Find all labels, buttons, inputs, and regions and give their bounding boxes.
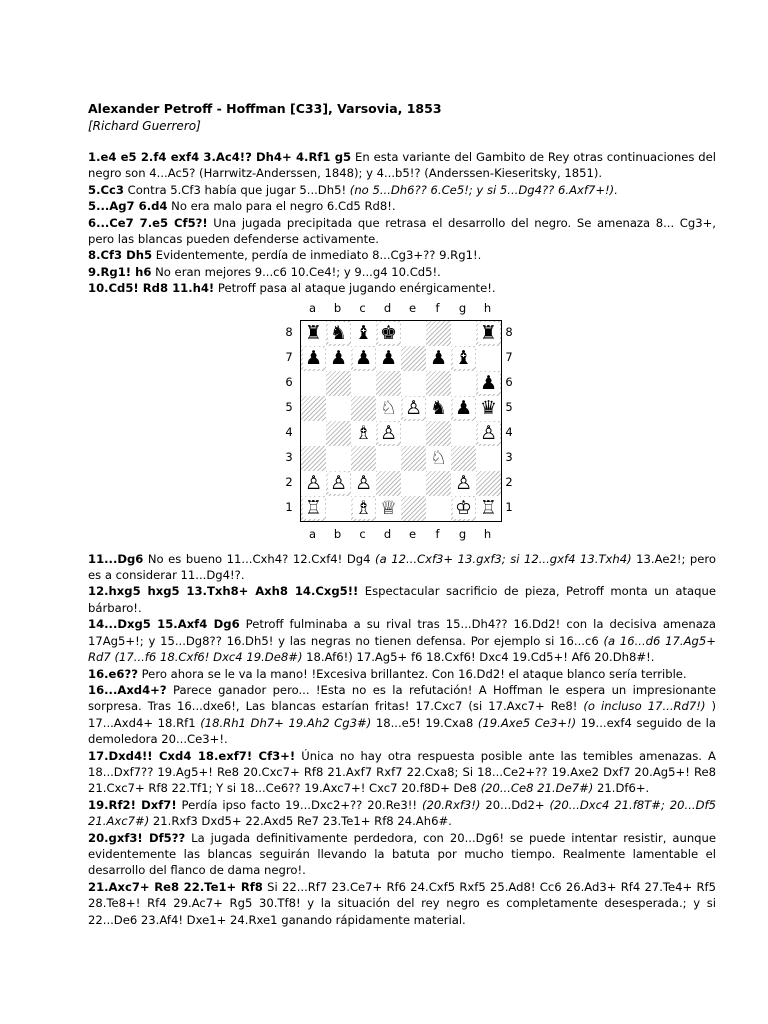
comment-text: Parece ganador pero... !Esta no es la refutación! A Hoffman le espera un impresionante sorpresa. Tras 16...dxe6!, Las blancas estarían fritas! 17.Cxc7 (si 17.Axc7+ Re8!: [88, 682, 716, 714]
rank-label: 8: [285, 324, 293, 339]
variation-text: (a 16...d6 17.Ag5+ Rd7 (17...f6 18.Cxf6! Dxc4 19.De8#): [88, 633, 716, 665]
square-f6: [426, 371, 451, 396]
annotation-paragraph: [88, 797, 716, 830]
comment-text: 18...e5! 19.Cxa8: [371, 715, 478, 730]
square-g5: [451, 396, 476, 421]
chess-piece-icon: ♝: [354, 322, 373, 345]
annotation-paragraph: [88, 247, 716, 263]
rank-label: 4: [505, 424, 513, 439]
chess-board: [300, 320, 502, 522]
square-c3: [351, 446, 376, 471]
square-d5: [376, 396, 401, 421]
square-b5: [326, 396, 351, 421]
square-h5: [476, 396, 501, 421]
variation-text: (20.Rxf3!): [421, 797, 481, 812]
square-c6: [351, 371, 376, 396]
square-b3: [326, 446, 351, 471]
chess-piece-icon: ♘: [429, 447, 448, 470]
variation-text: (no 5...Dh6?? 6.Ce5!; y si 5...Dg4?? 6.Axf7+!).: [349, 182, 618, 197]
move-text: 21.Axc7+ Re8 22.Te1+ Rf8: [88, 879, 263, 894]
comment-text: Perdía ipso facto 19...Dxc2+?? 20.Re3!!: [176, 797, 422, 812]
move-text: 8.Cf3 Dh5: [88, 248, 153, 263]
file-label: b: [333, 526, 342, 541]
chess-piece-icon: ♟: [379, 347, 398, 370]
square-d3: [376, 446, 401, 471]
square-e3: [401, 446, 426, 471]
rank-label: 7: [505, 349, 513, 364]
move-text: 19.Rf2! Dxf7!: [88, 797, 177, 812]
square-e1: [401, 496, 426, 521]
file-label: g: [458, 526, 467, 541]
file-label: f: [435, 300, 440, 315]
square-e6: [401, 371, 426, 396]
square-a3: [301, 446, 326, 471]
square-d6: [376, 371, 401, 396]
square-a5: [301, 396, 326, 421]
chess-piece-icon: ♖: [479, 497, 498, 520]
square-e7: [401, 346, 426, 371]
file-label: a: [308, 526, 317, 541]
file-label: c: [359, 300, 366, 315]
comment-text: 13.Ae2!; pero es a considerar 11...Dg4!?.: [88, 551, 717, 583]
chess-piece-icon: ♘: [379, 397, 398, 420]
square-d7: [376, 346, 401, 371]
comment-text: Petroff fulminaba a su rival tras 15...Dh4?? 16.Dd2! con la decisiva amenaza 17Ag5+!; y 15...Dg8?? 16.Dh5! y las negras no tienen defensa. Por ejemplo si 16...c6: [88, 617, 716, 648]
rank-label: 1: [505, 499, 513, 514]
square-g8: [451, 321, 476, 346]
annotation-paragraph: [88, 748, 716, 797]
annotation-paragraph: [88, 182, 716, 198]
comment-text: No es bueno 11...Cxh4? 12.Cxf4! Dg4: [143, 551, 376, 566]
annotation-paragraph: [88, 830, 716, 879]
square-f5: [426, 396, 451, 421]
chess-piece-icon: ♙: [354, 472, 373, 495]
variation-text: (19.Axe5 Ce3+!): [477, 715, 577, 730]
square-g6: [451, 371, 476, 396]
chess-diagram: [276, 301, 520, 545]
annotation-paragraph: [88, 666, 716, 682]
file-label: a: [308, 300, 317, 315]
square-f2: [426, 471, 451, 496]
square-f3: [426, 446, 451, 471]
move-text: 1.e4 e5 2.f4 exf4 3.Ac4!? Dh4+ 4.Rf1 g5: [88, 150, 352, 164]
chess-piece-icon: ♟: [478, 372, 500, 394]
chess-piece-icon: ♙: [328, 472, 350, 494]
chess-piece-icon: ♗: [354, 422, 373, 445]
square-h1: [476, 496, 501, 521]
file-labels-bottom: [300, 527, 500, 541]
file-labels-top: [300, 301, 500, 315]
square-c7: [351, 346, 376, 371]
square-b1: [326, 496, 351, 521]
chess-piece-icon: ♕: [379, 497, 398, 520]
comment-text: La jugada definitivamente perdedora, con 20...Dg6! se puede intentar resistir, aunque evidentemente las blancas seguirán llevando la batuta por mucho tiempo. Realmente lamentable el desarrollo del flanco de dama negro!.: [88, 830, 717, 878]
file-label: d: [383, 526, 392, 541]
variation-text: (o incluso 17...Rd7!): [583, 699, 706, 714]
rank-label: 3: [285, 449, 293, 464]
square-f8: [426, 321, 451, 346]
square-c1: [351, 496, 376, 521]
square-d4: [376, 421, 401, 446]
chess-piece-icon: ♟: [329, 347, 348, 370]
square-d1: [376, 496, 401, 521]
square-a8: [301, 321, 326, 346]
file-label: e: [408, 526, 417, 541]
square-h2: [476, 471, 501, 496]
comment-text: Una jugada precipitada que retrasa el desarrollo del negro. Se amenaza 8... Cg3+, pero las blancas pueden defenderse activamente.: [88, 215, 716, 247]
file-label: f: [435, 526, 440, 541]
comment-text: Única no hay otra respuesta posible ante las temibles amenazas. A 18...Dxf7?? 19.Ag5+! Re8 20.Cxc7+ Rf8 21.Axf7 Rxf7 22.Cxa8; Si 18...Ce2+?? 19.Axe2 Dxf7 20.Ag5+! Re8 21.Cxc7+ Rf8 22.Tf1; Y si 18...Ce6?? 19.Axc7+! Cxc7 20.f8D+ De8: [88, 748, 716, 796]
square-d8: [376, 321, 401, 346]
square-a2: [301, 471, 326, 496]
square-e5: [401, 396, 426, 421]
file-label: d: [383, 300, 392, 315]
square-e4: [401, 421, 426, 446]
rank-label: 5: [505, 399, 513, 414]
square-g2: [451, 471, 476, 496]
move-text: 5...Ag7 6.d4: [88, 199, 168, 214]
chess-piece-icon: ♟: [303, 347, 325, 369]
move-text: 10.Cd5! Rd8 11.h4!: [88, 281, 215, 296]
annotations-before-diagram: [88, 149, 716, 297]
annotation-paragraph: [88, 198, 716, 214]
rank-label: 3: [505, 449, 513, 464]
comment-text: Contra 5.Cf3 había que jugar 5...Dh5!: [123, 182, 350, 197]
rank-label: 8: [505, 324, 513, 339]
file-label: g: [458, 300, 467, 315]
comment-text: En esta variante del Gambito de Rey otras continuaciones del negro son 4...Ac5? (Harrwitz-Anderssen, 1848); y 4...b5!? (Anderssen-Kieseritsky, 1851).: [88, 150, 716, 181]
rank-label: 1: [285, 499, 293, 514]
file-label: c: [359, 526, 366, 541]
comment-text: ) 17...Axd4+ 18.Rf1: [88, 699, 717, 730]
annotation-paragraph: [88, 583, 716, 616]
square-b4: [326, 421, 351, 446]
document-page: [88, 100, 716, 928]
chess-piece-icon: ♜: [478, 322, 500, 344]
variation-text: (a 12...Cxf3+ 13.gxf3; si 12...gxf4 13.Txh4): [375, 551, 632, 566]
square-d2: [376, 471, 401, 496]
square-a6: [301, 371, 326, 396]
square-a4: [301, 421, 326, 446]
comment-text: No eran mejores 9...c6 10.Ce4!; y 9...g4 10.Cd5!.: [151, 264, 441, 279]
square-f4: [426, 421, 451, 446]
annotation-paragraph: [88, 551, 716, 584]
square-f1: [426, 496, 451, 521]
file-label: h: [483, 300, 492, 315]
chess-piece-icon: ♛: [479, 397, 498, 420]
chess-piece-icon: ♙: [478, 422, 500, 444]
move-text: 20.gxf3! Df5??: [88, 830, 186, 845]
move-text: 6...Ce7 7.e5 Cf5?!: [88, 215, 208, 230]
annotation-paragraph: [88, 149, 716, 182]
square-h6: [476, 371, 501, 396]
square-b8: [326, 321, 351, 346]
comment-text: 21.Rxf3 Dxd5+ 22.Axd5 Re7 23.Te1+ Rf8 24.Ah6#.: [149, 814, 452, 829]
chess-piece-icon: ♟: [353, 347, 375, 369]
variation-text: (20...Ce8 21.De7#): [480, 781, 594, 796]
square-f7: [426, 346, 451, 371]
comment-text: Evidentemente, perdía de inmediato 8...Cg3+?? 9.Rg1!.: [152, 248, 482, 263]
square-c2: [351, 471, 376, 496]
chess-piece-icon: ♙: [378, 422, 400, 444]
annotation-paragraph: [88, 682, 716, 748]
chess-piece-icon: ♙: [304, 472, 323, 495]
square-a1: [301, 496, 326, 521]
square-a7: [301, 346, 326, 371]
square-c4: [351, 421, 376, 446]
comment-text: 20...Dd2+: [480, 797, 550, 812]
rank-label: 7: [285, 349, 293, 364]
comment-text: 21.Df6+.: [593, 781, 650, 796]
annotation-paragraph: [88, 215, 716, 248]
move-text: 11...Dg6: [88, 551, 144, 566]
rank-label: 6: [505, 374, 513, 389]
square-e8: [401, 321, 426, 346]
square-g1: [451, 496, 476, 521]
move-text: 9.Rg1! h6: [88, 264, 152, 279]
comment-text: 19...exf4 seguido de la demoledora 20...Ce3+!.: [88, 715, 716, 747]
annotation-paragraph: [88, 264, 716, 280]
square-b2: [326, 471, 351, 496]
chess-piece-icon: ♜: [304, 322, 323, 345]
comment-text: Si 22...Rf7 23.Ce7+ Rf6 24.Cxf5 Rxf5 25.Ad8! Cc6 26.Ad3+ Rf4 27.Te4+ Rf5 28.Te8+! Rf4 29.Ac7+ Rg5 30.Tf8! y la situación del rey negro es completamente desesperada.; y si 22...De6 23.Af4! Dxe1+ 24.Rxe1 ganando rápidamente material.: [88, 879, 716, 927]
variation-text: (18.Rh1 Dh7+ 19.Ah2 Cg3#): [200, 715, 372, 730]
rank-label: 5: [285, 399, 293, 414]
annotation-paragraph: [88, 879, 716, 928]
annotation-paragraph: [88, 616, 716, 665]
file-label: b: [333, 300, 342, 315]
move-text: 5.Cc3: [88, 182, 124, 197]
chess-piece-icon: ♝: [453, 347, 475, 369]
chess-piece-icon: ♚: [378, 322, 400, 344]
chess-piece-icon: ♗: [353, 497, 375, 519]
move-text: 16...Axd4+?: [88, 682, 167, 697]
file-label: h: [483, 526, 492, 541]
rank-labels-right: [502, 320, 516, 520]
chess-piece-icon: ♙: [403, 397, 425, 419]
chess-piece-icon: ♞: [328, 322, 350, 344]
square-g3: [451, 446, 476, 471]
chess-piece-icon: ♟: [429, 347, 448, 370]
comment-text: Pero ahora se le va la mano! !Excesiva brillantez. Con 16.Dd2! el ataque blanco sería terrible.: [137, 666, 687, 681]
comment-text: Petroff pasa al ataque jugando enérgicamente!.: [214, 281, 496, 296]
rank-label: 2: [285, 474, 293, 489]
square-b6: [326, 371, 351, 396]
rank-labels-left: [282, 320, 296, 520]
move-text: 14...Dxg5 15.Axf4 Dg6: [88, 617, 240, 632]
square-b7: [326, 346, 351, 371]
square-h4: [476, 421, 501, 446]
square-c5: [351, 396, 376, 421]
file-label: e: [408, 300, 417, 315]
rank-label: 6: [285, 374, 293, 389]
chess-piece-icon: ♔: [453, 497, 475, 519]
square-h7: [476, 346, 501, 371]
annotations-after-diagram: [88, 551, 716, 928]
chess-piece-icon: ♞: [429, 397, 448, 420]
annotator: [Richard Guerrero]: [88, 119, 201, 133]
chess-piece-icon: ♖: [303, 497, 325, 519]
game-title: Alexander Petroff - Hoffman [C33], Varsovia, 1853: [88, 101, 442, 116]
square-h3: [476, 446, 501, 471]
comment-text: Espectacular sacrificio de pieza, Petroff monta un ataque bárbaro!.: [88, 584, 716, 615]
square-g7: [451, 346, 476, 371]
rank-label: 2: [505, 474, 513, 489]
variation-text: (20...Dxc4 21.f8T#; 20...Df5 21.Axc7#): [88, 797, 716, 829]
square-c8: [351, 321, 376, 346]
square-e2: [401, 471, 426, 496]
move-text: 16.e6??: [88, 666, 138, 681]
comment-text: 18.Af6!) 17.Ag5+ f6 18.Cxf6! Dxc4 19.Cd5+! Af6 20.Dh8#!.: [302, 650, 655, 665]
move-text: 12.hxg5 hxg5 13.Txh8+ Axh8 14.Cxg5!!: [88, 584, 359, 599]
square-g4: [451, 421, 476, 446]
move-text: 17.Dxd4!! Cxd4 18.exf7! Cf3+!: [88, 748, 296, 763]
square-h8: [476, 321, 501, 346]
rank-label: 4: [285, 424, 293, 439]
annotation-paragraph: [88, 280, 716, 296]
chess-piece-icon: ♙: [454, 472, 473, 495]
chess-piece-icon: ♟: [453, 397, 475, 419]
comment-text: No era malo para el negro 6.Cd5 Rd8!.: [167, 199, 396, 214]
